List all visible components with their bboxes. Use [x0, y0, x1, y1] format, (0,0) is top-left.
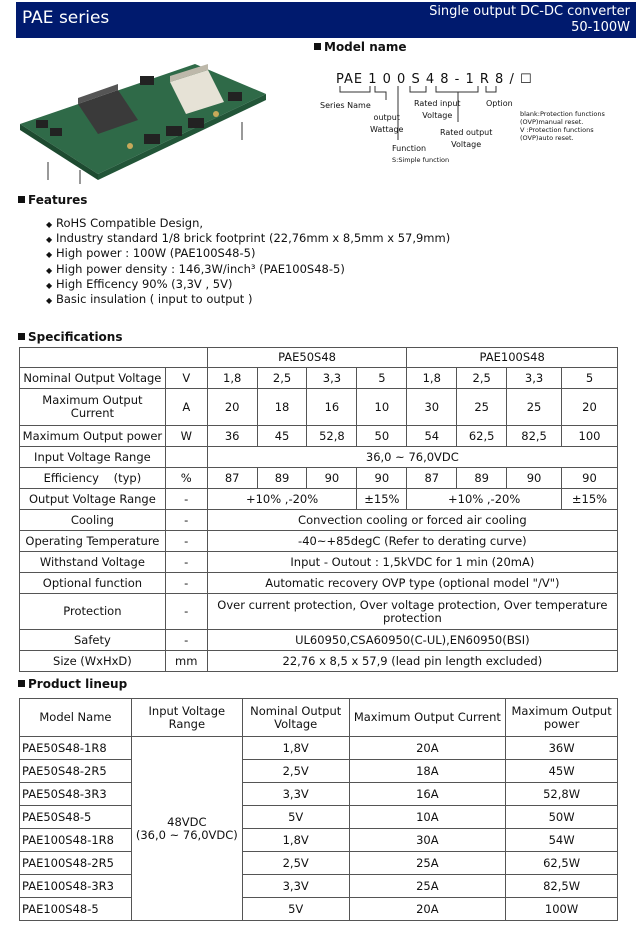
header-banner [16, 2, 636, 38]
feature-item: ◆ High Efficency 90% (3,3V , 5V) [46, 276, 233, 291]
feature-item: ◆ Industry standard 1/8 brick footprint (22,76mm x 8,5mm x 57,9mm) [46, 231, 451, 246]
lineup-header: Maximum Output power [506, 699, 618, 737]
spec-label: Protection [20, 594, 166, 630]
lineup-cell: 2,5V [242, 760, 349, 783]
page-subtitle-line2: 50-100W [571, 20, 630, 35]
lineup-row [20, 806, 618, 829]
series-name-label: Series Name [320, 101, 371, 110]
spec-value: 90 [357, 468, 407, 489]
spec-unit: A [165, 389, 207, 426]
spec-corner-cell [20, 348, 208, 368]
spec-row [20, 468, 618, 489]
spec-value: 20 [207, 389, 257, 426]
spec-value: 3,3 [507, 368, 562, 389]
model-code: PAE 1 0 0 S 4 8 - 1 R 8 / ☐ [336, 72, 533, 87]
spec-value: 18 [257, 389, 307, 426]
spec-unit [165, 447, 207, 468]
spec-value: +10% ,-20% [207, 489, 357, 510]
spec-value: 10 [357, 389, 407, 426]
spec-label: Withstand Voltage [20, 552, 166, 573]
lineup-cell: 25A [349, 875, 506, 898]
page-subtitle-line1: Single output DC-DC converter [429, 4, 630, 19]
feature-item: ◆ Basic insulation ( input to output ) [46, 291, 253, 306]
lineup-cell: 18A [349, 760, 506, 783]
spec-value: 90 [307, 468, 357, 489]
lineup-row [20, 829, 618, 852]
spec-row [20, 389, 618, 426]
lineup-cell: 20A [349, 898, 506, 921]
spec-row [20, 510, 618, 531]
lineup-row [20, 783, 618, 806]
lineup-heading: Product lineup [18, 677, 127, 691]
spec-row [20, 426, 618, 447]
lineup-row [20, 852, 618, 875]
lineup-cell: 16A [349, 783, 506, 806]
rated-input-label: Rated input Voltage [414, 99, 461, 120]
lineup-cell: 1,8V [242, 737, 349, 760]
lineup-cell: 2,5V [242, 852, 349, 875]
product-lineup-table [19, 698, 618, 921]
spec-span-value: 22,76 x 8,5 x 57,9 (lead pin length excluded) [207, 651, 617, 672]
spec-label: Input Voltage Range [20, 447, 166, 468]
spec-label: Nominal Output Voltage [20, 368, 166, 389]
spec-label: Maximum Output Current [20, 389, 166, 426]
spec-row [20, 489, 618, 510]
lineup-row [20, 875, 618, 898]
spec-header-row [20, 348, 618, 368]
spec-label: Maximum Output power [20, 426, 166, 447]
spec-span-value: UL60950,CSA60950(C-UL),EN60950(BSI) [207, 630, 617, 651]
spec-row [20, 651, 618, 672]
rated-output-label: Rated output Voltage [440, 128, 493, 149]
spec-unit: - [165, 510, 207, 531]
model-name-cell: PAE50S48-1R8 [20, 737, 132, 760]
spec-unit: % [165, 468, 207, 489]
feature-item: ◆ High power : 100W (PAE100S48-5) [46, 246, 256, 261]
model-name-cell: PAE100S48-5 [20, 898, 132, 921]
spec-value: +10% ,-20% [407, 489, 562, 510]
spec-value: 90 [507, 468, 562, 489]
page-title: PAE series [22, 8, 110, 28]
spec-span-value: -40~+85degC (Refer to derating curve) [207, 531, 617, 552]
model-name-cell: PAE50S48-5 [20, 806, 132, 829]
spec-value: 2,5 [257, 368, 307, 389]
spec-value: 1,8 [407, 368, 457, 389]
spec-unit: - [165, 573, 207, 594]
lineup-cell: 3,3V [242, 875, 349, 898]
lineup-cell: 5V [242, 898, 349, 921]
spec-unit: mm [165, 651, 207, 672]
spec-value: 52,8 [307, 426, 357, 447]
specifications-table [19, 347, 618, 672]
spec-unit: - [165, 552, 207, 573]
model-name-cell: PAE100S48-1R8 [20, 829, 132, 852]
spec-label: Output Voltage Range [20, 489, 166, 510]
lineup-cell: 54W [506, 829, 618, 852]
spec-unit: - [165, 531, 207, 552]
spec-span-value: Convection cooling or forced air cooling [207, 510, 617, 531]
spec-unit: - [165, 630, 207, 651]
spec-unit: - [165, 489, 207, 510]
lineup-cell: 3,3V [242, 783, 349, 806]
model-name-cell: PAE50S48-2R5 [20, 760, 132, 783]
spec-span-value: 36,0 ~ 76,0VDC [207, 447, 617, 468]
input-range-cell: 48VDC (36,0 ~ 76,0VDC) [131, 737, 242, 921]
spec-unit: W [165, 426, 207, 447]
lineup-header: Input Voltage Range [131, 699, 242, 737]
spec-label: Operating Temperature [20, 531, 166, 552]
spec-value: 87 [207, 468, 257, 489]
spec-span-value: Input - Outout : 1,5kVDC for 1 min (20mA) [207, 552, 617, 573]
lineup-cell: 36W [506, 737, 618, 760]
spec-value: 5 [357, 368, 407, 389]
feature-item: ◆ RoHS Compatible Design, [46, 216, 204, 230]
lineup-cell: 52,8W [506, 783, 618, 806]
spec-value: 89 [257, 468, 307, 489]
spec-unit: V [165, 368, 207, 389]
spec-value: 1,8 [207, 368, 257, 389]
spec-value: 82,5 [507, 426, 562, 447]
spec-value: 54 [407, 426, 457, 447]
spec-unit: - [165, 594, 207, 630]
spec-value: 89 [457, 468, 507, 489]
spec-value: 50 [357, 426, 407, 447]
model-name-cell: PAE100S48-2R5 [20, 852, 132, 875]
lineup-row [20, 760, 618, 783]
option-label: Option [486, 99, 513, 108]
spec-value: 62,5 [457, 426, 507, 447]
spec-value: 87 [407, 468, 457, 489]
lineup-row [20, 737, 618, 760]
specifications-heading: Specifications [18, 330, 122, 344]
lineup-cell: 10A [349, 806, 506, 829]
spec-value: ±15% [357, 489, 407, 510]
spec-row [20, 531, 618, 552]
lineup-cell: 62,5W [506, 852, 618, 875]
function-label: Function [392, 144, 427, 153]
spec-value: ±15% [562, 489, 618, 510]
lineup-cell: 100W [506, 898, 618, 921]
spec-row [20, 573, 618, 594]
lineup-cell: 45W [506, 760, 618, 783]
output-wattage-label: output Wattage [370, 113, 404, 134]
lineup-cell: 1,8V [242, 829, 349, 852]
lineup-cell: 50W [506, 806, 618, 829]
spec-row [20, 447, 618, 468]
lineup-header: Maximum Output Current [349, 699, 506, 737]
spec-value: 100 [562, 426, 618, 447]
spec-value: 45 [257, 426, 307, 447]
lineup-header: Nominal Output Voltage [242, 699, 349, 737]
spec-label: Size (WxHxD) [20, 651, 166, 672]
spec-label: Optional function [20, 573, 166, 594]
spec-row [20, 368, 618, 389]
model-name-heading: Model name [314, 40, 407, 54]
lineup-header: Model Name [20, 699, 132, 737]
lineup-cell: 5V [242, 806, 349, 829]
product-image [20, 62, 266, 184]
lineup-cell: 20A [349, 737, 506, 760]
spec-span-value: Over current protection, Over voltage protection, Over temperature protection [207, 594, 617, 630]
lineup-row [20, 898, 618, 921]
model-name-cell: PAE100S48-3R3 [20, 875, 132, 898]
spec-row [20, 630, 618, 651]
option-note: blank:Protection functions (OVP)manual reset. V :Protection functions (OVP)auto reset. [520, 110, 605, 142]
lineup-cell: 30A [349, 829, 506, 852]
feature-item: ◆ High power density : 146,3W/inch³ (PAE100S48-5) [46, 261, 345, 276]
spec-group-header: PAE100S48 [407, 348, 618, 368]
spec-value: 30 [407, 389, 457, 426]
features-heading: Features [18, 193, 87, 207]
spec-label: Cooling [20, 510, 166, 531]
lineup-cell: 25A [349, 852, 506, 875]
spec-value: 25 [507, 389, 562, 426]
spec-value: 90 [562, 468, 618, 489]
spec-label: Efficiency (typ) [20, 468, 166, 489]
spec-value: 3,3 [307, 368, 357, 389]
features-list [46, 216, 450, 307]
spec-row [20, 552, 618, 573]
spec-value: 20 [562, 389, 618, 426]
spec-label: Safety [20, 630, 166, 651]
spec-group-header: PAE50S48 [207, 348, 407, 368]
lineup-cell: 82,5W [506, 875, 618, 898]
spec-value: 5 [562, 368, 618, 389]
spec-value: 16 [307, 389, 357, 426]
function-sub-label: S:Simple function [392, 156, 450, 164]
spec-span-value: Automatic recovery OVP type (optional model "/V") [207, 573, 617, 594]
model-name-cell: PAE50S48-3R3 [20, 783, 132, 806]
spec-value: 36 [207, 426, 257, 447]
lineup-header-row [20, 699, 618, 737]
spec-value: 2,5 [457, 368, 507, 389]
spec-row [20, 594, 618, 630]
spec-value: 25 [457, 389, 507, 426]
